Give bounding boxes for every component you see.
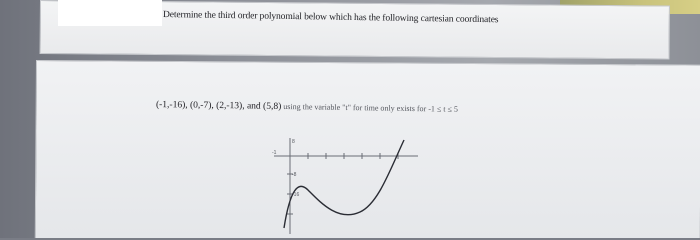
y-tick-label: -8	[292, 172, 297, 178]
y-tick-label: -16	[292, 192, 300, 198]
variable-description: using the variable "t" for time only exists for	[281, 101, 429, 114]
time-range: -1 ≤ t ≤ 5	[428, 104, 458, 114]
y-tick-label-top: 8	[292, 139, 295, 145]
question-prompt: Determine the third order polynomial below which has the following cartesian coordinates	[162, 10, 499, 26]
x-tick-label-left: -1	[272, 150, 277, 156]
graph-svg	[268, 130, 428, 238]
polynomial-graph	[268, 130, 428, 238]
redaction-block	[58, 0, 162, 26]
points-list: (-1,-16), (0,-7), (2,-13), and (5,8)	[155, 100, 282, 112]
